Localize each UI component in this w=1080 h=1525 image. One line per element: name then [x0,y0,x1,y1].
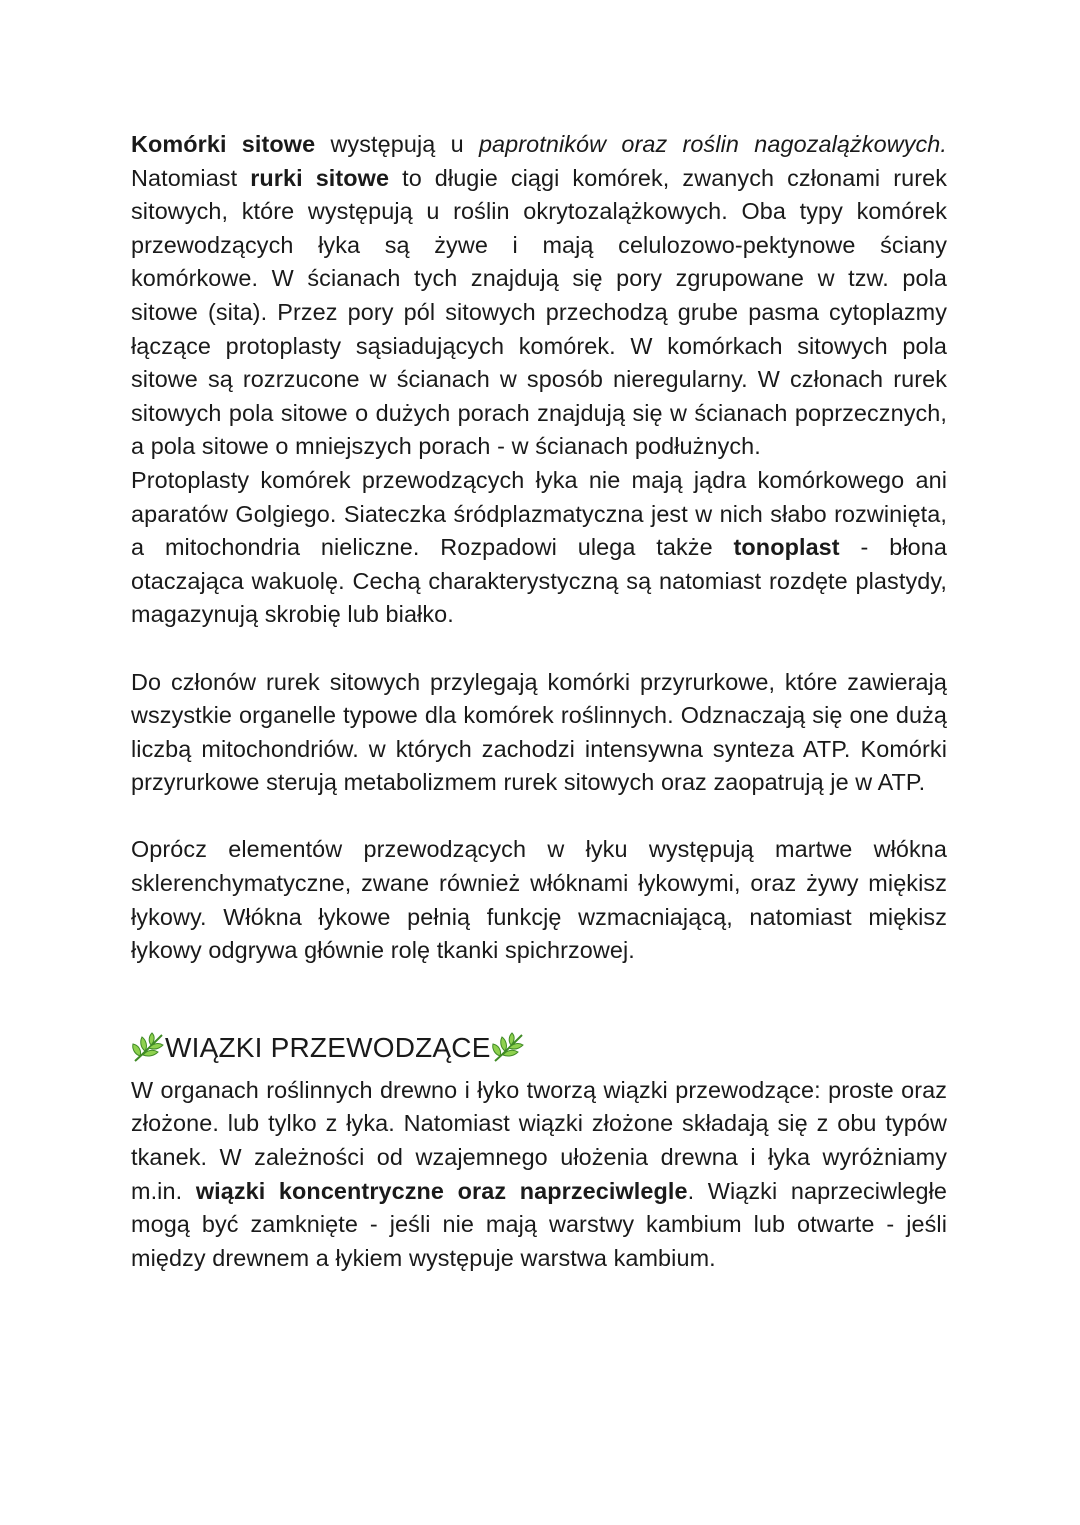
spacer [131,968,947,1030]
text-fragment: . Wiązki naprzeciwległe mogą być zamknięte - jeśli nie mają warstwy kambium lub otwarte - jeśli między drewnem a łykiem występuje warstwa kambium. [131,1177,947,1271]
text-fragment: - błona otaczająca wakuolę. Cechą charakterystyczną są natomiast rozdęte plastydy, magazynują skrobię lub białko. [131,534,947,628]
term-sieve-cells: Komórki sitowe [131,131,316,157]
text-fragment: Protoplasty komórek przewodzących łyka nie mają jądra komórkowego ani aparatów Golgiego. Siateczka śródplazmatyczna jest w nich słabo rozwinięta, a mitochondria nieliczne. Rozpadowi ulega także [131,466,947,561]
section-heading [131,1030,947,1066]
text-fragment: W organach roślinnych drewno i łyko tworzą wiązki przewodzące: proste oraz złożone. lub tylko z łyka. Natomiast wiązki złożone składają się z obu typów tkanek. W zależności od wzajemnego ułożenia drewna i łyka wyróżniamy m.in. [131,1076,947,1204]
term-bundle-types: wiązki koncentryczne oraz naprzeciwlegle [195,1177,688,1204]
paragraph-protoplasts [131,464,947,632]
section-heading-text: WIĄZKI PRZEWODZĄCE [165,1031,491,1063]
paragraph-phloem-fibers: Oprócz elementów przewodzących w łyku występują martwe włókna sklerenchymatyczne, zwane również włóknami łykowymi, oraz żywy miękisz łykowy. Włókna łykowe pełnią funkcję wzmacniającą, natomiast miękisz łykowy odgrywa głównie rolę tkanki spichrzowej. [131,836,947,964]
text-fragment: to długie ciągi komórek, zwanych członami rurek sitowych, które występują u roślin okrytozalążkowych. Oba typy komórek przewodzących łyka są żywe i mają celulozowo-pektynowe ściany komórkowe. W ścianach tych znajdują się pory zgrupowane w tzw. pola sitowe (sita). Przez pory pól sitowych przechodzą grube pasma cytoplazmy łączące protoplasty sąsiadujących komórek. W komórkach sitowych pola sitowe są rozrzucone w ścianach w sposób nieregularny. W członach rurek sitowych pola sitowe o dużych porach znajdują się w ścianach poprzecznych, a pola sitowe o mniejszych porach - w ścianach podłużnych. [131,164,947,460]
paragraph-sieve-cells [131,128,947,464]
text-fragment: występują u [315,131,479,157]
term-tonoplast: tonoplast [733,534,840,561]
paragraph-companion-cells: Do członów rurek sitowych przylegają komórki przyrurkowe, które zawierają wszystkie organelle typowe dla komórek roślinnych. Odznaczają się one dużą liczbą mitochondriów. w których zachodzi intensywna synteza ATP. Komórki przyrurkowe sterują metabolizmem rurek sitowych oraz zaopatrują je w ATP. [131,668,947,796]
paragraph-vascular-bundles [131,1074,947,1276]
spacer [131,800,947,834]
herb-leaf-icon [491,1032,525,1064]
term-sieve-tubes: rurki sitowe [250,164,390,191]
italic-plants: paprotników oraz roślin nagozalążkowych. [478,131,947,157]
herb-leaf-icon [131,1032,165,1064]
spacer [131,632,947,666]
document-page [131,128,947,1275]
text-fragment: Natomiast [131,164,251,191]
